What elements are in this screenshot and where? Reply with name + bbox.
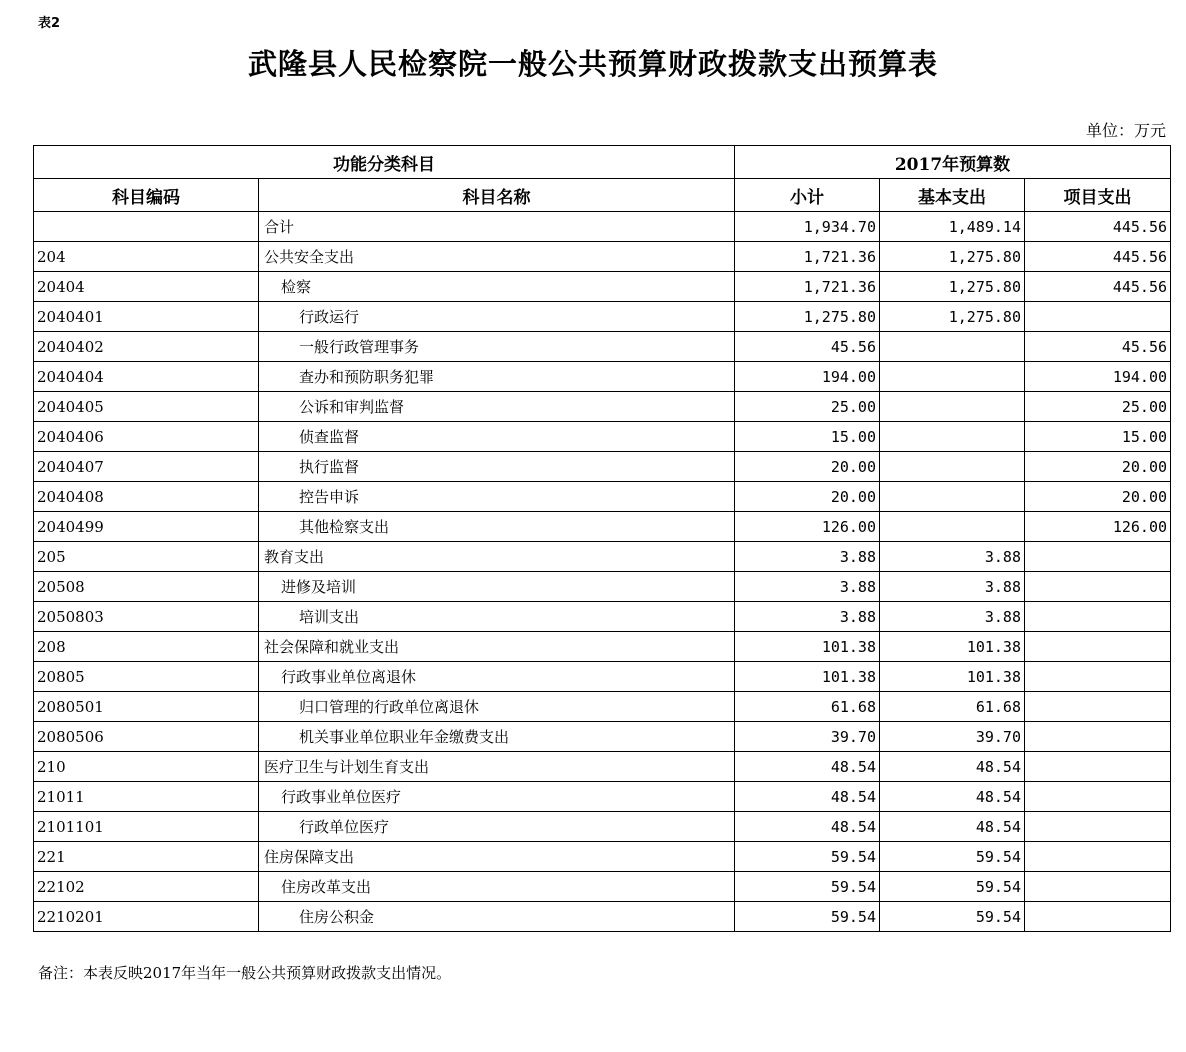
page-title: 武隆县人民检察院一般公共预算财政拨款支出预算表 [247,47,938,81]
cell-subtotal: 101.38 [735,632,880,662]
cell-basic: 59.54 [880,902,1025,932]
table-row [34,272,1171,302]
table-row [34,332,1171,362]
cell-project: 20.00 [1025,482,1171,512]
cell-name: 公诉和审判监督 [259,392,735,422]
cell-project: 194.00 [1025,362,1171,392]
cell-project [1025,722,1171,752]
cell-name: 住房改革支出 [259,872,735,902]
table-row [34,692,1171,722]
cell-project [1025,662,1171,692]
cell-project [1025,602,1171,632]
cell-code: 208 [34,632,259,662]
cell-name: 合计 [259,212,735,242]
cell-basic: 3.88 [880,542,1025,572]
cell-subtotal: 3.88 [735,602,880,632]
cell-name: 检察 [259,272,735,302]
cell-name: 查办和预防职务犯罪 [259,362,735,392]
cell-subtotal: 59.54 [735,872,880,902]
cell-project: 25.00 [1025,392,1171,422]
cell-subtotal: 15.00 [735,422,880,452]
cell-basic: 61.68 [880,692,1025,722]
cell-code: 20508 [34,572,259,602]
cell-code: 2080506 [34,722,259,752]
cell-project [1025,902,1171,932]
cell-code: 2040407 [34,452,259,482]
cell-code: 2040499 [34,512,259,542]
cell-project: 445.56 [1025,242,1171,272]
cell-code: 205 [34,542,259,572]
cell-basic: 101.38 [880,662,1025,692]
table-row [34,632,1171,662]
budget-table [33,145,1171,932]
cell-code: 2040408 [34,482,259,512]
cell-basic [880,422,1025,452]
cell-name: 进修及培训 [259,572,735,602]
cell-subtotal: 45.56 [735,332,880,362]
cell-name: 行政事业单位医疗 [259,782,735,812]
cell-subtotal: 59.54 [735,902,880,932]
cell-subtotal: 101.38 [735,662,880,692]
cell-code: 20805 [34,662,259,692]
cell-subtotal: 48.54 [735,782,880,812]
header-basic: 基本支出 [880,179,1025,212]
cell-project [1025,872,1171,902]
table-row [34,842,1171,872]
cell-code: 221 [34,842,259,872]
cell-name: 社会保障和就业支出 [259,632,735,662]
table-row [34,602,1171,632]
header-subtotal: 小计 [735,179,880,212]
cell-name: 行政事业单位离退休 [259,662,735,692]
cell-code: 2040405 [34,392,259,422]
cell-subtotal: 1,721.36 [735,242,880,272]
cell-name: 一般行政管理事务 [259,332,735,362]
cell-subtotal: 3.88 [735,572,880,602]
cell-basic: 59.54 [880,872,1025,902]
cell-code: 2040404 [34,362,259,392]
table-row [34,212,1171,242]
header-code: 科目编码 [34,179,259,212]
cell-project [1025,752,1171,782]
cell-basic [880,362,1025,392]
header-row-group [34,146,1171,179]
table-row [34,902,1171,932]
cell-subtotal: 20.00 [735,482,880,512]
cell-code: 21011 [34,782,259,812]
cell-subtotal: 48.54 [735,752,880,782]
cell-subtotal: 3.88 [735,542,880,572]
unit-label: 单位：万元 [1085,121,1166,140]
table-number: 表2 [38,16,61,31]
cell-basic: 1,275.80 [880,272,1025,302]
cell-name: 归口管理的行政单位离退休 [259,692,735,722]
cell-basic [880,392,1025,422]
cell-name: 其他检察支出 [259,512,735,542]
cell-name: 行政运行 [259,302,735,332]
cell-basic: 48.54 [880,812,1025,842]
cell-basic: 101.38 [880,632,1025,662]
table-row [34,362,1171,392]
cell-code: 22102 [34,872,259,902]
cell-name: 侦查监督 [259,422,735,452]
cell-subtotal: 48.54 [735,812,880,842]
cell-code: 2040406 [34,422,259,452]
cell-code: 204 [34,242,259,272]
footnote: 备注：本表反映2017年当年一般公共预算财政拨款支出情况。 [38,964,452,982]
cell-code [34,212,259,242]
table-row [34,542,1171,572]
cell-project [1025,572,1171,602]
cell-project: 126.00 [1025,512,1171,542]
table-row [34,722,1171,752]
header-project: 项目支出 [1025,179,1171,212]
cell-code: 20404 [34,272,259,302]
cell-subtotal: 126.00 [735,512,880,542]
table-row [34,452,1171,482]
table-row [34,242,1171,272]
cell-name: 教育支出 [259,542,735,572]
table-row [34,752,1171,782]
cell-project [1025,302,1171,332]
cell-name: 行政单位医疗 [259,812,735,842]
table-row [34,482,1171,512]
cell-basic: 59.54 [880,842,1025,872]
cell-code: 2050803 [34,602,259,632]
table-row [34,872,1171,902]
cell-subtotal: 25.00 [735,392,880,422]
cell-name: 机关事业单位职业年金缴费支出 [259,722,735,752]
header-row-columns [34,179,1171,212]
table-row [34,662,1171,692]
cell-project [1025,842,1171,872]
cell-basic: 48.54 [880,782,1025,812]
cell-project [1025,812,1171,842]
cell-name: 执行监督 [259,452,735,482]
cell-basic [880,332,1025,362]
cell-subtotal: 1,721.36 [735,272,880,302]
cell-name: 医疗卫生与计划生育支出 [259,752,735,782]
cell-subtotal: 39.70 [735,722,880,752]
cell-name: 控告申诉 [259,482,735,512]
header-function-category: 功能分类科目 [34,146,735,179]
cell-name: 住房公积金 [259,902,735,932]
table-row [34,572,1171,602]
cell-subtotal: 194.00 [735,362,880,392]
table-row [34,512,1171,542]
cell-subtotal: 20.00 [735,452,880,482]
cell-code: 2040402 [34,332,259,362]
cell-code: 2101101 [34,812,259,842]
header-budget-year: 2017年预算数 [735,146,1171,179]
cell-project [1025,692,1171,722]
cell-subtotal: 1,934.70 [735,212,880,242]
cell-name: 培训支出 [259,602,735,632]
cell-basic: 1,489.14 [880,212,1025,242]
cell-project: 445.56 [1025,272,1171,302]
header-name: 科目名称 [259,179,735,212]
cell-basic: 3.88 [880,602,1025,632]
cell-subtotal: 1,275.80 [735,302,880,332]
table-row [34,422,1171,452]
cell-basic [880,512,1025,542]
cell-basic: 1,275.80 [880,302,1025,332]
cell-basic [880,452,1025,482]
cell-subtotal: 61.68 [735,692,880,722]
cell-project: 15.00 [1025,422,1171,452]
cell-basic: 48.54 [880,752,1025,782]
cell-project [1025,542,1171,572]
cell-code: 2080501 [34,692,259,722]
table-row [34,812,1171,842]
cell-basic [880,482,1025,512]
cell-basic: 1,275.80 [880,242,1025,272]
cell-project [1025,632,1171,662]
cell-project: 20.00 [1025,452,1171,482]
cell-name: 住房保障支出 [259,842,735,872]
cell-project: 445.56 [1025,212,1171,242]
cell-code: 2210201 [34,902,259,932]
cell-project: 45.56 [1025,332,1171,362]
cell-subtotal: 59.54 [735,842,880,872]
table-row [34,782,1171,812]
cell-name: 公共安全支出 [259,242,735,272]
cell-code: 2040401 [34,302,259,332]
cell-basic: 39.70 [880,722,1025,752]
cell-project [1025,782,1171,812]
cell-basic: 3.88 [880,572,1025,602]
table-row [34,392,1171,422]
cell-code: 210 [34,752,259,782]
table-row [34,302,1171,332]
